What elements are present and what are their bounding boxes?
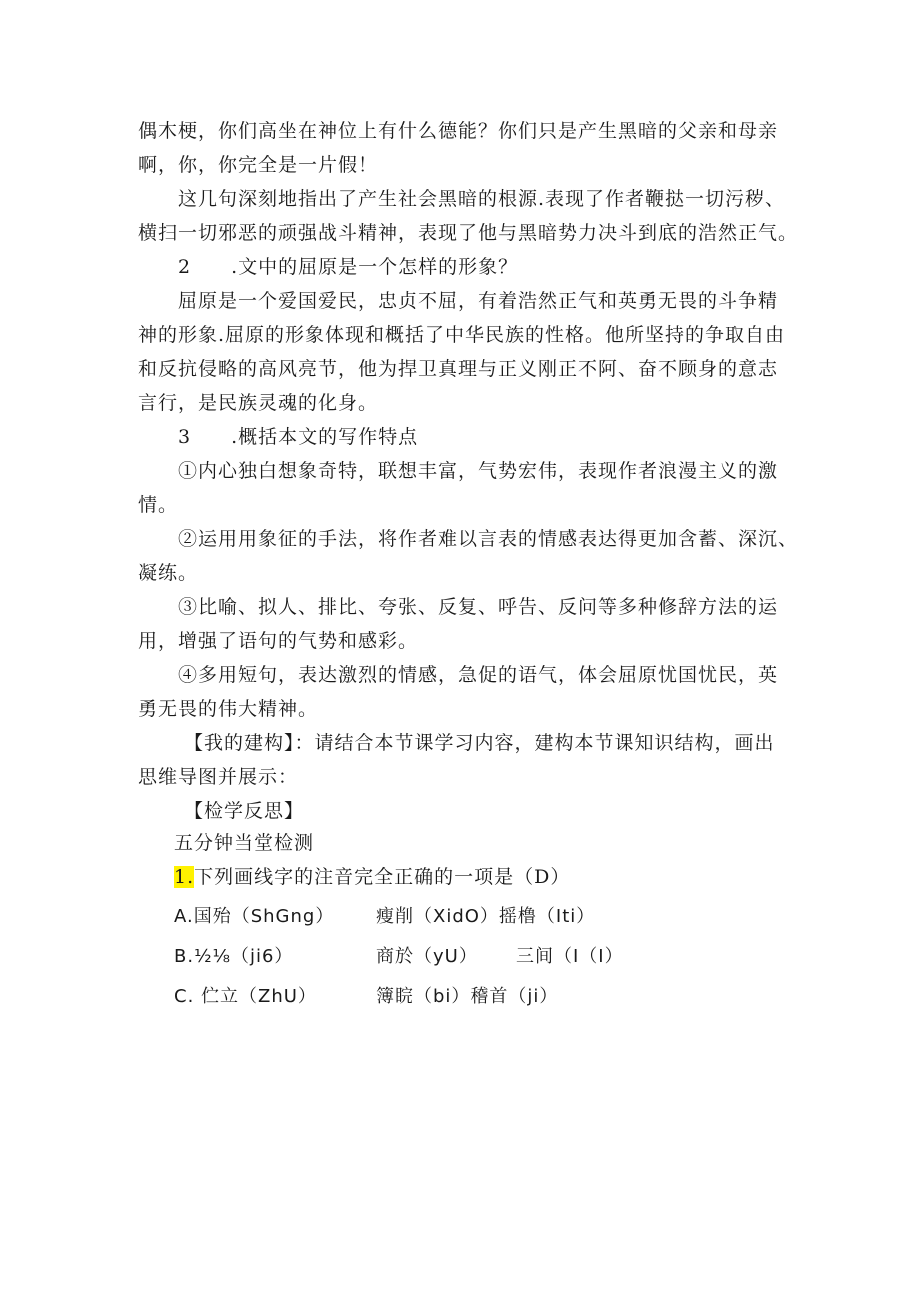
feature-item: 用，增强了语句的气势和感彩。 bbox=[138, 630, 419, 652]
paragraph-line: 言行，是民族灵魂的化身。 bbox=[138, 392, 379, 414]
build-instruction: 思维导图并展示： bbox=[138, 766, 299, 788]
option-c-rest: 簿睆（bi）稽首（ji） bbox=[376, 986, 559, 1007]
question-1-stem bbox=[174, 864, 570, 890]
question-heading: 3 .概括本文的写作特点 bbox=[178, 426, 419, 448]
paragraph-line: 这几句深刻地指出了产生社会黑暗的根源.表现了作者鞭挞一切污秽、 bbox=[178, 188, 786, 210]
option-a-rest: 瘦削（XidO）摇橹（Iti） bbox=[376, 906, 596, 927]
paragraph-line: 偶木梗，你们高坐在神位上有什么德能？你们只是产生黑暗的父亲和母亲 bbox=[138, 120, 779, 142]
paragraph-line: 啊，你，你完全是一片假！ bbox=[138, 154, 379, 176]
option-c: C. 伫立（ZhU） bbox=[174, 986, 317, 1007]
question-heading: 2 .文中的屈原是一个怎样的形象？ bbox=[178, 256, 519, 278]
section-heading: 【检学反思】 bbox=[184, 800, 305, 822]
feature-item: 勇无畏的伟大精神。 bbox=[138, 698, 319, 720]
option-b: B.½⅛（ji6） bbox=[174, 946, 294, 967]
question-number-highlight: 1. bbox=[174, 866, 195, 888]
paragraph-line: 横扫一切邪恶的顽强战斗精神，表现了他与黑暗势力决斗到底的浩然正气。 bbox=[138, 222, 799, 244]
paragraph-line: 屈原是一个爱国爱民，忠贞不屈，有着浩然正气和英勇无畏的斗争精 bbox=[178, 290, 779, 312]
paragraph-line: 和反抗侵略的高风亮节，他为捍卫真理与正义刚正不阿、奋不顾身的意志 bbox=[138, 358, 779, 380]
feature-item: ③比喻、拟人、排比、夸张、反复、呼告、反问等多种修辞方法的运 bbox=[178, 596, 779, 618]
feature-item: 凝练。 bbox=[138, 562, 199, 584]
feature-item: ④多用短句，表达激烈的情感，急促的语气，体会屈原忧国忧民，英 bbox=[178, 664, 779, 686]
build-instruction: 【我的建构】：请结合本节课学习内容，建构本节课知识结构，画出 bbox=[184, 732, 775, 754]
feature-item: ①内心独白想象奇特，联想丰富，气势宏伟，表现作者浪漫主义的激 bbox=[178, 460, 779, 482]
option-b-part2: 商於（yU） bbox=[376, 946, 478, 967]
option-b-part3: 三间（I（I） bbox=[516, 946, 624, 967]
option-a: A.国殆（ShGng） bbox=[174, 906, 335, 927]
section-heading: 五分钟当堂检测 bbox=[174, 832, 315, 854]
feature-item: ②运用用象征的手法，将作者难以言表的情感表达得更加含蓄、深沉、 bbox=[178, 528, 799, 550]
question-stem-text: 下列画线字的注音完全正确的一项是（D） bbox=[194, 866, 571, 888]
paragraph-line: 神的形象.屈原的形象体现和概括了中华民族的性格。他所坚持的争取自由 bbox=[138, 324, 786, 346]
feature-item: 情。 bbox=[138, 494, 179, 516]
